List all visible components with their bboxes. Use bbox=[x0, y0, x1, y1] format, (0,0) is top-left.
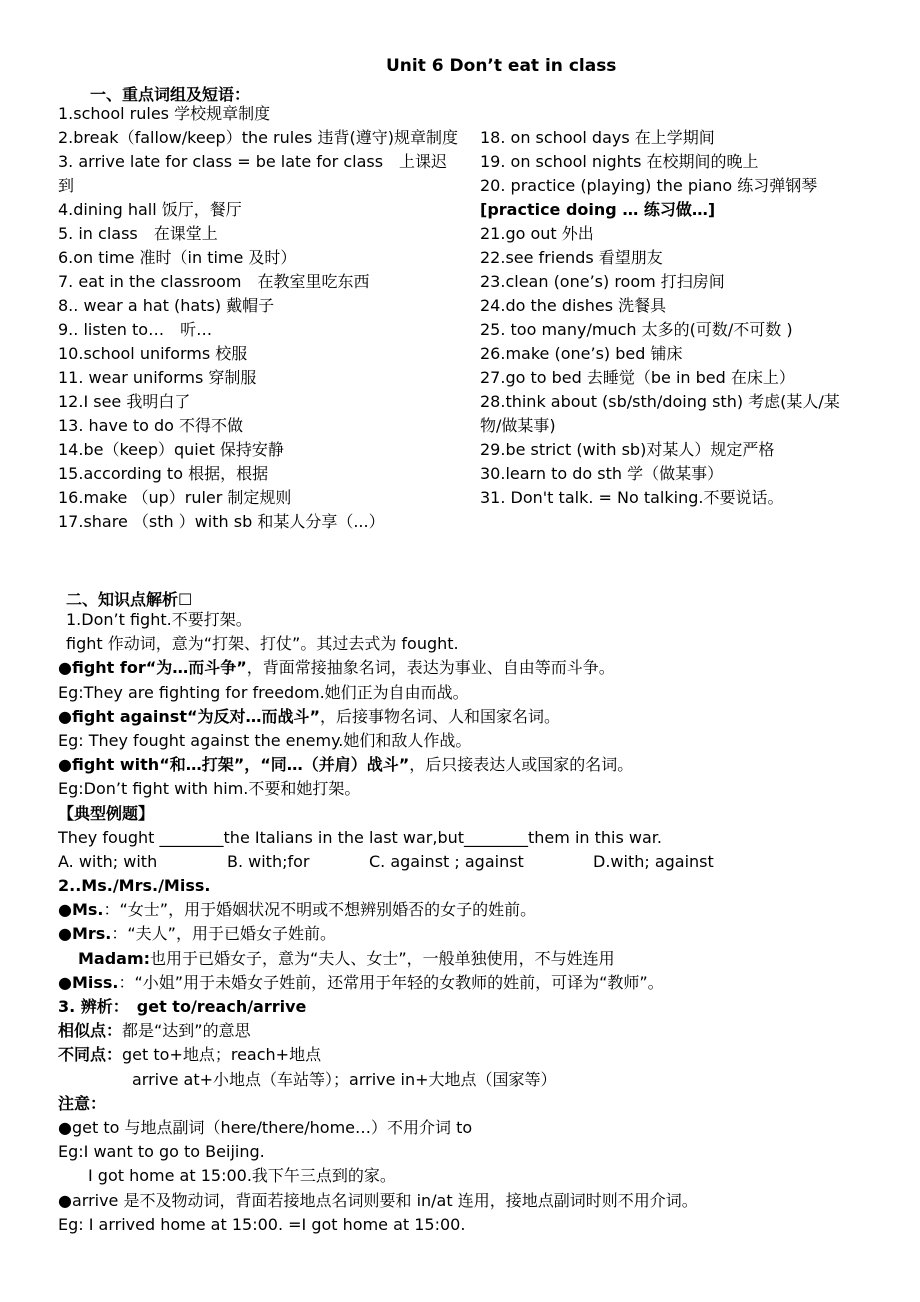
point1-title: 1.Don’t fight.不要打架。 bbox=[66, 610, 252, 629]
phrase-item: 23.clean (one’s) room 打扫房间 bbox=[480, 272, 725, 291]
phrase-item: 14.be（keep）quiet 保持安静 bbox=[58, 440, 284, 459]
note-item: ●get to 与地点副词（here/there/home…）不用介词 to bbox=[58, 1117, 473, 1137]
difference-line bbox=[58, 1043, 878, 1067]
phrase-item: 11. wear uniforms 穿制服 bbox=[58, 368, 257, 387]
madam-line bbox=[58, 947, 878, 971]
fight-for-term: ●fight for“为…而斗争” bbox=[58, 658, 247, 678]
difference-label: 不同点： bbox=[58, 1045, 123, 1065]
phrase-item: 30.learn to do sth 学（做某事） bbox=[480, 464, 724, 483]
phrase-item: 27.go to bed 去睡觉（be in bed 在床上） bbox=[480, 368, 795, 387]
exercise-question: They fought ________the Italians in the last war,but________them in this war. bbox=[58, 827, 662, 847]
option-b: B. with;for bbox=[227, 851, 310, 871]
example-sentence: Eg: I arrived home at 15:00. =I got home at 15:00. bbox=[58, 1214, 466, 1234]
phrase-item: 26.make (one’s) bed 铺床 bbox=[480, 344, 683, 363]
section2-heading: 二、知识点解析☐ bbox=[66, 590, 193, 609]
phrase-item: 1.school rules 学校规章制度 bbox=[58, 104, 271, 123]
ms-term: ●Ms. bbox=[58, 900, 104, 920]
section1-heading: 一、重点词组及短语： bbox=[90, 85, 251, 104]
option-a: A. with; with bbox=[58, 851, 158, 871]
ms-desc: ：“女士”，用于婚姻状况不明或不想辨别婚否的女子的姓前。 bbox=[103, 900, 537, 920]
phrase-item: 15.according to 根据，根据 bbox=[58, 464, 269, 483]
phrase-item: 28.think about (sb/sth/doing sth) 考虑(某人/某物/做某事) bbox=[480, 392, 840, 435]
phrase-item: 8.. wear a hat (hats) 戴帽子 bbox=[58, 296, 275, 315]
option-d: D.with; against bbox=[593, 851, 714, 871]
phrase-item: 2.break（fallow/keep）the rules 违背(遵守)规章制度 bbox=[58, 128, 458, 147]
example-sentence: Eg:I want to go to Beijing. bbox=[58, 1142, 265, 1162]
similar-desc: 都是“达到”的意思 bbox=[122, 1021, 251, 1041]
option-c: C. against ; against bbox=[369, 851, 524, 871]
phrase-item: 9.. listen to… 听… bbox=[58, 320, 213, 339]
phrase-item: 25. too many/much 太多的(可数/不可数 ) bbox=[480, 320, 793, 339]
fight-for-line bbox=[58, 656, 878, 680]
fight-with-term: ●fight with“和…打架”，“同…（并肩）战斗” bbox=[58, 755, 410, 775]
fight-with-line bbox=[58, 753, 878, 777]
knowledge-points bbox=[58, 608, 878, 1237]
phrase-item: 19. on school nights 在校期间的晚上 bbox=[480, 152, 759, 171]
phrase-item: 24.do the dishes 洗餐具 bbox=[480, 296, 667, 315]
ms-line bbox=[58, 898, 878, 922]
phrase-item: 21.go out 外出 bbox=[480, 224, 594, 243]
example-sentence: Eg:Don’t fight with him.不要和她打架。 bbox=[58, 779, 361, 799]
phrase-item: 6.on time 准时（in time 及时） bbox=[58, 248, 297, 267]
exercise-options bbox=[58, 850, 878, 874]
phrase-item: 17.share （sth ）with sb 和某人分享（...） bbox=[58, 512, 385, 531]
fight-against-term: ●fight against“为反对…而战斗” bbox=[58, 706, 321, 726]
example-sentence: I got home at 15:00.我下午三点到的家。 bbox=[88, 1166, 396, 1186]
similar-line bbox=[58, 1019, 878, 1043]
fight-against-line bbox=[58, 705, 878, 729]
phrase-list-left bbox=[58, 102, 458, 534]
phrase-item: 5. in class 在课堂上 bbox=[58, 224, 218, 243]
madam-desc: 也用于已婚女子，意为“夫人、女士”，一般单独使用，不与姓连用 bbox=[150, 948, 615, 968]
miss-line bbox=[58, 971, 878, 995]
phrase-item: 12.I see 我明白了 bbox=[58, 392, 191, 411]
example-sentence: Eg: They fought against the enemy.她们和敌人作战。 bbox=[58, 730, 472, 750]
note-item: ●arrive 是不及物动词，背面若接地点名词则要和 in/at 连用，接地点副词时则不用介词。 bbox=[58, 1190, 698, 1210]
phrase-item: 16.make （up）ruler 制定规则 bbox=[58, 488, 292, 507]
mrs-term: ●Mrs. bbox=[58, 924, 112, 944]
phrase-item: 31. Don't talk. = No talking.不要说话。 bbox=[480, 488, 784, 507]
fight-against-desc: ，后接事物名词、人和国家名词。 bbox=[320, 706, 561, 726]
miss-desc: ：“小姐”用于未婚女子姓前，还常用于年轻的女教师的姓前，可译为“教师”。 bbox=[118, 972, 664, 992]
fight-for-desc: ，背面常接抽象名词，表达为事业、自由等而斗争。 bbox=[246, 658, 615, 678]
phrase-item: 4.dining hall 饭厅，餐厅 bbox=[58, 200, 242, 219]
difference-desc: get to+地点；reach+地点 bbox=[122, 1045, 322, 1065]
similar-label: 相似点： bbox=[58, 1021, 123, 1041]
phrase-item: 20. practice (playing) the piano 练习弹钢琴 bbox=[480, 176, 818, 195]
fight-with-desc: ，后只接表达人或国家的名词。 bbox=[409, 755, 634, 775]
phrase-item: 29.be strict (with sb)对某人）规定严格 bbox=[480, 440, 775, 459]
difference-line-2: arrive at+小地点（车站等）；arrive in+大地点（国家等） bbox=[132, 1069, 557, 1089]
phrase-item: 7. eat in the classroom 在教室里吃东西 bbox=[58, 272, 370, 291]
phrase-item: 22.see friends 看望朋友 bbox=[480, 248, 663, 267]
madam-term: Madam: bbox=[78, 948, 151, 968]
phrase-item: 10.school uniforms 校服 bbox=[58, 344, 248, 363]
point3-heading: 3. 辨析： get to/reach/arrive bbox=[58, 997, 307, 1016]
mrs-desc: ：“夫人”，用于已婚女子姓前。 bbox=[111, 924, 336, 944]
note-label: 注意： bbox=[58, 1093, 107, 1113]
phrase-item: 13. have to do 不得不做 bbox=[58, 416, 244, 435]
miss-term: ●Miss. bbox=[58, 972, 119, 992]
phrase-item: 3. arrive late for class = be late for class 上课迟到 bbox=[58, 152, 448, 195]
mrs-line bbox=[58, 922, 878, 946]
point1-explain: fight 作动词，意为“打架、打仗”。其过去式为 fought. bbox=[66, 634, 459, 654]
phrase-note: [practice doing … 练习做…] bbox=[480, 200, 716, 219]
point2-heading: 2..Ms./Mrs./Miss. bbox=[58, 876, 211, 896]
phrase-list-right bbox=[480, 126, 840, 510]
example-heading: 【典型例题】 bbox=[58, 803, 155, 823]
page-title: Unit 6 Don’t eat in class bbox=[386, 56, 617, 76]
example-sentence: Eg:They are fighting for freedom.她们正为自由而战。 bbox=[58, 682, 469, 702]
phrase-item: 18. on school days 在上学期间 bbox=[480, 128, 715, 147]
